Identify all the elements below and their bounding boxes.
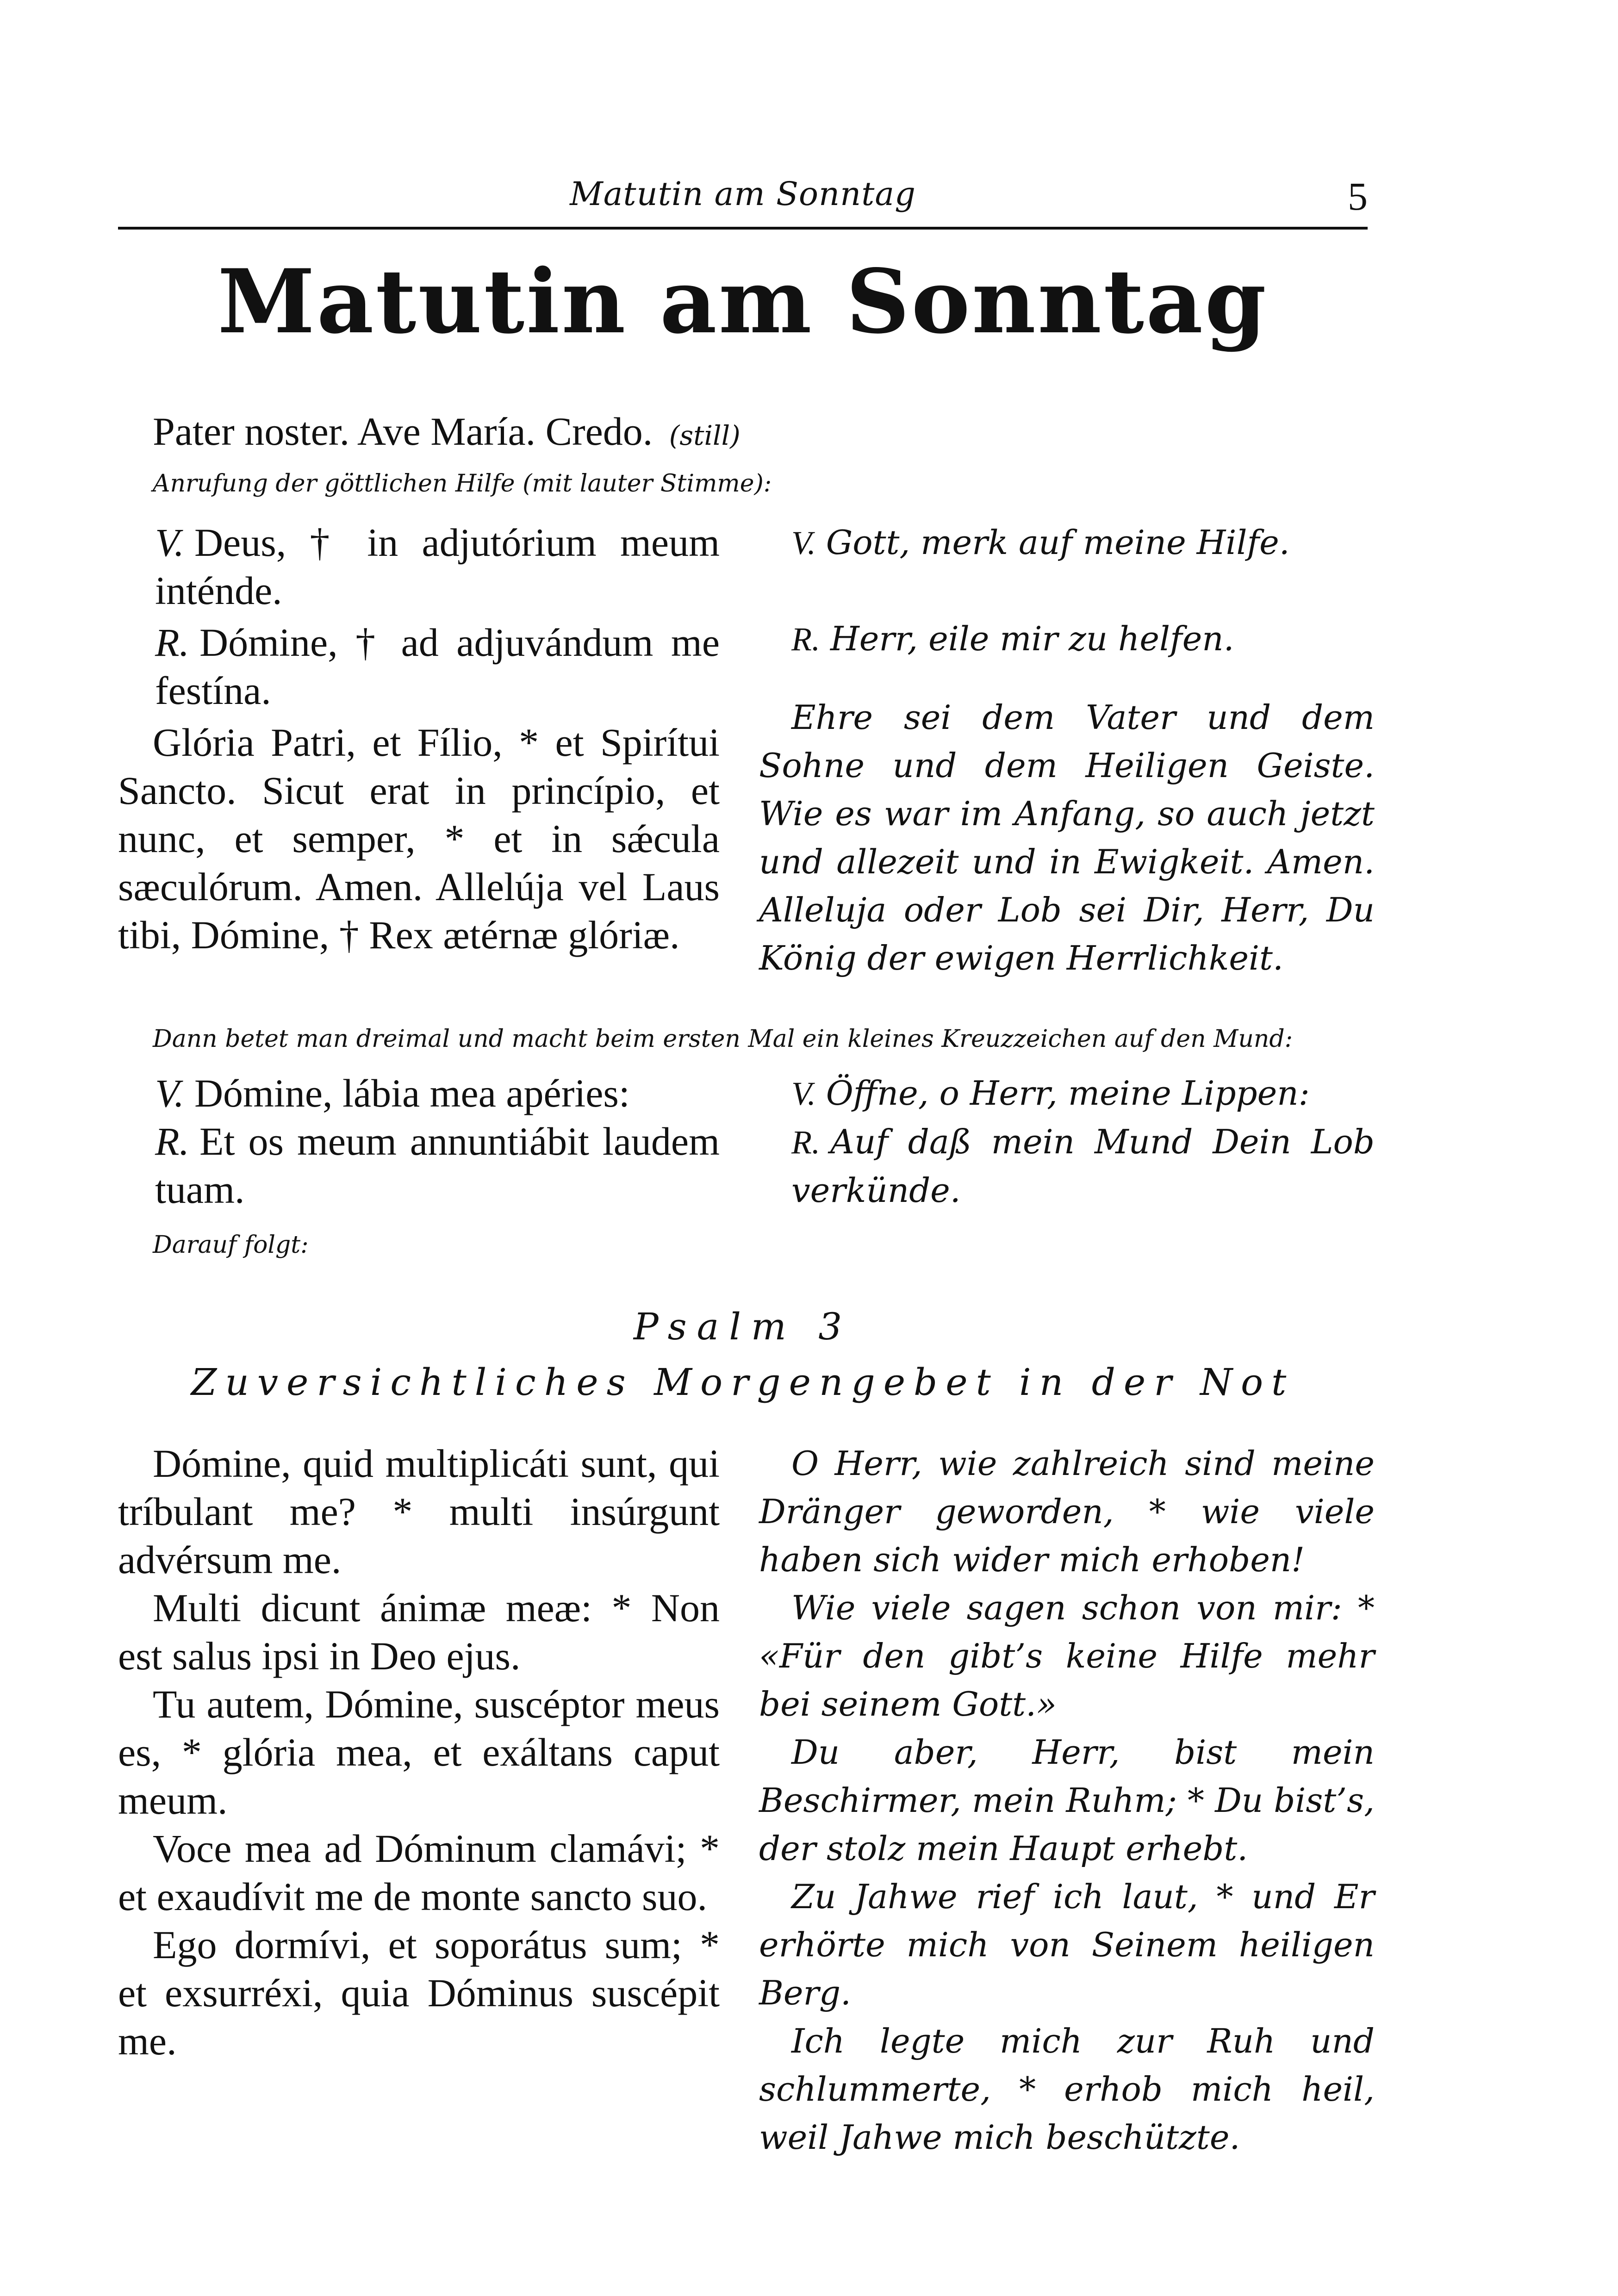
psalm-latin-verse: Ego dormívi, et soporátus sum; * et exsurréxi, quia Dóminus suscépit me. bbox=[118, 1923, 720, 2063]
page-title: Matutin am Sonntag bbox=[218, 250, 1268, 353]
psalm-latin-column bbox=[118, 1439, 720, 2065]
block2-german-verse bbox=[759, 1069, 1375, 1118]
versicle-symbol: V. bbox=[791, 1075, 816, 1112]
psalm-german-verse: Ich legte mich zur Ruh und schlummerte, * erhob mich heil, weil Jahwe mich beschützte. bbox=[759, 2022, 1375, 2157]
rubric-sign-of-cross: Dann betet man dreimal und macht beim ersten Mal ein kleines Kreuzzeichen auf den Mund: bbox=[153, 1025, 1293, 1053]
block1-german-verse bbox=[759, 518, 1375, 615]
psalm-german-column bbox=[759, 1439, 1375, 2161]
block1-latin-gloria bbox=[118, 718, 720, 959]
verse-text: Gott, merk auf meine Hilfe. bbox=[826, 523, 1290, 562]
block2-german-column bbox=[759, 1069, 1375, 1214]
running-title: Matutin am Sonntag bbox=[570, 175, 916, 213]
block1-latin-column bbox=[118, 518, 720, 959]
verse-text: Herr, eile mir zu helfen. bbox=[830, 619, 1234, 658]
psalm-german-verse: Du aber, Herr, bist mein Beschirmer, mein Ruhm; * Du bist’s, der stolz mein Haupt erhebt. bbox=[759, 1733, 1375, 1868]
rubric-invocation: Anrufung der göttlichen Hilfe (mit lauter Stimme): bbox=[153, 470, 772, 498]
intro-still: (still) bbox=[669, 420, 741, 451]
response-symbol: R. bbox=[791, 1124, 820, 1161]
psalm-title: Psalm 3 bbox=[633, 1305, 853, 1348]
psalm-latin-verse: Tu autem, Dómine, suscéptor meus es, * glória mea, et exáltans caput meum. bbox=[118, 1682, 720, 1823]
verse-text: Deus, † in adjutórium meum inténde. bbox=[155, 520, 720, 613]
psalm-german-verse: Zu Jahwe rief ich laut, * und Er erhörte mich von Seinem heiligen Berg. bbox=[759, 1877, 1375, 2012]
verse-text: Ehre sei dem Vater und dem Sohne und dem Heiligen Geiste. Wie es war im Anfang, so auch jetzt und allezeit und in Ewigkeit. Amen. Alleluja oder Lob sei Dir, Herr, Du König der ewigen Herrlichkeit. bbox=[759, 698, 1375, 977]
running-header bbox=[118, 171, 1368, 230]
verse-text: Öffne, o Herr, meine Lippen: bbox=[826, 1074, 1310, 1113]
psalm-latin-verse: Voce mea ad Dóminum clamávi; * et exaudívit me de monte sancto suo. bbox=[118, 1826, 720, 1919]
response-symbol: R. bbox=[155, 1119, 190, 1164]
rubric-follows: Darauf folgt: bbox=[153, 1231, 309, 1259]
block2-latin-verse bbox=[118, 1069, 720, 1117]
block1-german-gloria bbox=[759, 693, 1375, 982]
block1-latin-verse bbox=[118, 518, 720, 615]
psalm-latin-verse: Dómine, quid multiplicáti sunt, qui tríbulant me? * multi insúrgunt advérsum me. bbox=[118, 1441, 720, 1582]
intro-line bbox=[153, 407, 741, 460]
block2-german-response bbox=[759, 1118, 1375, 1214]
psalm-latin-verse: Multi dicunt ánimæ meæ: * Non est salus ipsi in Deo ejus. bbox=[118, 1586, 720, 1678]
block2-latin-column bbox=[118, 1069, 720, 1213]
verse-text: Dómine, lábia mea apéries: bbox=[194, 1071, 630, 1115]
psalm-german-verse: O Herr, wie zahlreich sind meine Dränger geworden, * wie viele haben sich wider mich erhoben! bbox=[759, 1444, 1375, 1579]
block1-latin-response bbox=[118, 618, 720, 715]
verse-text: Glória Patri, et Fílio, * et Spirítui Sancto. Sicut erat in princípio, et nunc, et semper, * et in sǽcula sæculórum. Amen. Allelúja vel Laus tibi, Dómine, † Rex ætérnæ glóriæ. bbox=[118, 720, 720, 957]
versicle-symbol: V. bbox=[155, 1071, 184, 1115]
intro-latin: Pater noster. Ave María. Credo. bbox=[153, 409, 653, 454]
block1-german-column bbox=[759, 518, 1375, 982]
psalm-subtitle: Zuversichtliches Morgengebet in der Not bbox=[191, 1361, 1295, 1404]
response-symbol: R. bbox=[791, 621, 820, 658]
page-number: 5 bbox=[1348, 174, 1368, 218]
block1-german-response bbox=[759, 615, 1375, 693]
verse-text: Et os meum annuntiábit laudem tuam. bbox=[155, 1119, 720, 1212]
versicle-symbol: V. bbox=[155, 520, 184, 565]
verse-text: Auf daß mein Mund Dein Lob verkünde. bbox=[791, 1122, 1375, 1210]
verse-text: Dómine, † ad adjuvándum me festína. bbox=[155, 620, 720, 713]
versicle-symbol: V. bbox=[791, 524, 816, 561]
block2-latin-response bbox=[118, 1117, 720, 1213]
response-symbol: R. bbox=[155, 620, 190, 665]
psalm-german-verse: Wie viele sagen schon von mir: * «Für den gibt’s keine Hilfe mehr bei seinem Gott.» bbox=[759, 1588, 1375, 1724]
